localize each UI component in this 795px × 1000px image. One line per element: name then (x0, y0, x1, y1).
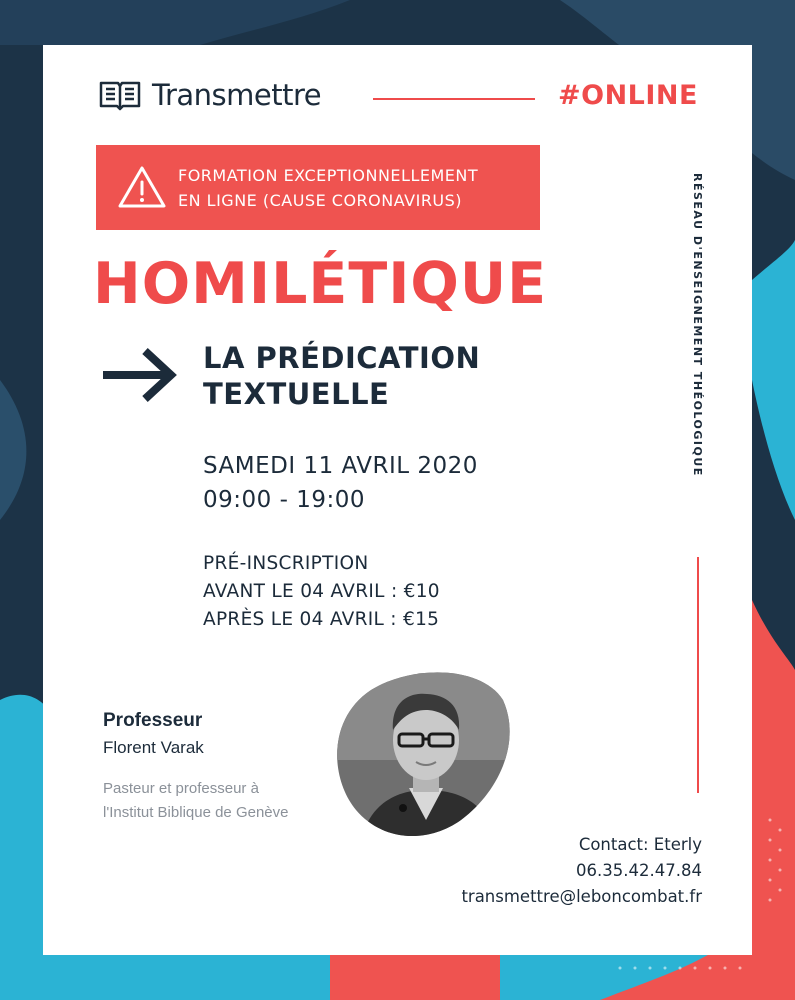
subtitle-line-2: TEXTUELLE (203, 377, 390, 411)
pricing (203, 550, 440, 634)
schedule (203, 449, 478, 517)
event-time: 09:00 - 19:00 (203, 487, 365, 513)
open-book-icon (98, 78, 142, 112)
price-early: AVANT LE 04 AVRIL : €10 (203, 581, 440, 602)
brand-name: Transmettre (152, 78, 322, 112)
alert-banner (96, 145, 540, 230)
subtitle-line-1: LA PRÉDICATION (203, 341, 481, 375)
header-divider (373, 98, 535, 100)
professor-name: Florent Varak (103, 738, 204, 757)
alert-line-1: FORMATION EXCEPTIONNELLEMENT (178, 165, 479, 185)
course-title: HOMILÉTIQUE (93, 251, 548, 317)
warning-triangle-icon (114, 160, 170, 216)
alert-line-2: EN LIGNE (CAUSE CORONAVIRUS) (178, 190, 463, 210)
professor-description (103, 777, 288, 825)
price-late: APRÈS LE 04 AVRIL : €15 (203, 609, 440, 630)
contact-phone: 06.35.42.47.84 (576, 861, 702, 880)
flyer-card (43, 45, 752, 955)
event-date: SAMEDI 11 AVRIL 2020 (203, 453, 478, 479)
professor-label: Professeur (103, 710, 203, 731)
contact-label: Contact: Eterly (578, 835, 702, 854)
professor-photo (331, 670, 511, 840)
online-tag: #ONLINE (558, 80, 698, 111)
professor-desc-line-2: l'Institut Biblique de Genève (103, 804, 289, 821)
network-vertical-label: RÉSEAU D'ENSEIGNEMENT THÉOLOGIQUE (691, 173, 704, 477)
pricing-heading: PRÉ-INSCRIPTION (203, 553, 369, 574)
brand-logo (98, 78, 321, 112)
contact-email: transmettre@leboncombat.fr (461, 887, 702, 906)
professor-desc-line-1: Pasteur et professeur à (103, 780, 259, 797)
contact-block (461, 832, 702, 910)
course-subtitle (203, 340, 480, 412)
side-divider (697, 557, 699, 793)
arrow-right-icon (101, 345, 179, 405)
alert-text (178, 163, 478, 213)
